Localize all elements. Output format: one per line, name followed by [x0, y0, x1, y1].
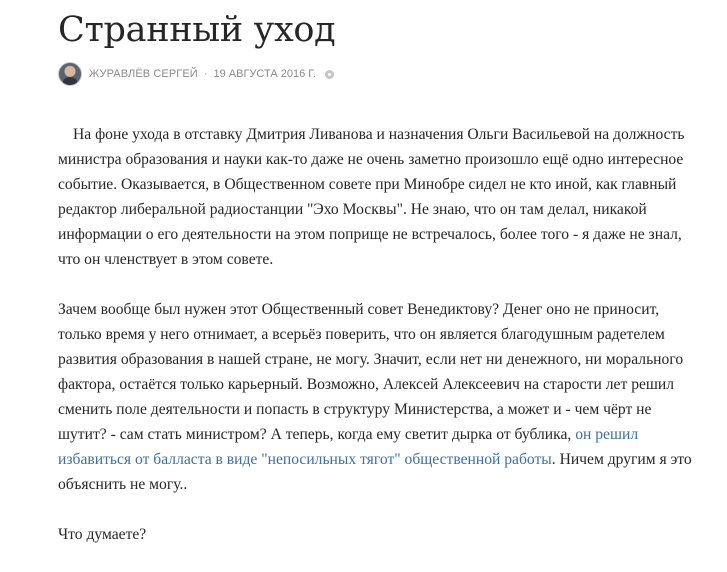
- meta-separator: ·: [203, 68, 208, 80]
- author-name[interactable]: ЖУРАВЛЁВ СЕРГЕЙ: [89, 68, 198, 80]
- article-title: Странный уход: [58, 10, 336, 50]
- paragraph-2-tail: . Ничем другим я это объяснить не могу..: [58, 451, 692, 493]
- paragraph-1: На фоне ухода в отставку Дмитрия Ливанова и назначения Ольги Васильевой на должность министра образования и науки как-то даже не очень заметно произошло ещё одно интересное событие. Оказывается, в Общественном совете при Минобре сидел не кто иной, как главный редактор либеральной радиостанции "Эхо Москвы". Не знаю, что он там делал, никакой информации о его деятельности на этом поприще не встречалось, более того - я даже не знал, что он членствует в этом совете.: [58, 126, 685, 268]
- article-body: [58, 122, 698, 572]
- paragraph-3: Что думаете?: [58, 526, 147, 543]
- inline-link[interactable]: он решил избавиться от балласта в виде "непосильных тягот" общественной работы: [58, 426, 639, 468]
- paragraph-2: [58, 297, 698, 497]
- gear-icon[interactable]: [325, 70, 334, 79]
- paragraph-2-text: Зачем вообще был нужен этот Общественный совет Венедиктову? Денег оно не приносит, только время у него отнимает, а всерьёз поверить, что он является благодушным радетелем развития образования в нашей стране, не могу. Значит, если нет ни денежного, ни морального фактора, остаётся только карьерный. Возможно, Алексей Алексеевич на старости лет решил сменить поле деятельности и попасть в структуру Министерства, а может и - чем чёрт не шутит? - сам стать министром? А теперь, когда ему светит дырка от бублика,: [58, 301, 684, 443]
- article-meta: [58, 62, 334, 86]
- avatar[interactable]: [58, 62, 82, 86]
- publish-date: 19 АВГУСТА 2016 Г.: [213, 68, 316, 80]
